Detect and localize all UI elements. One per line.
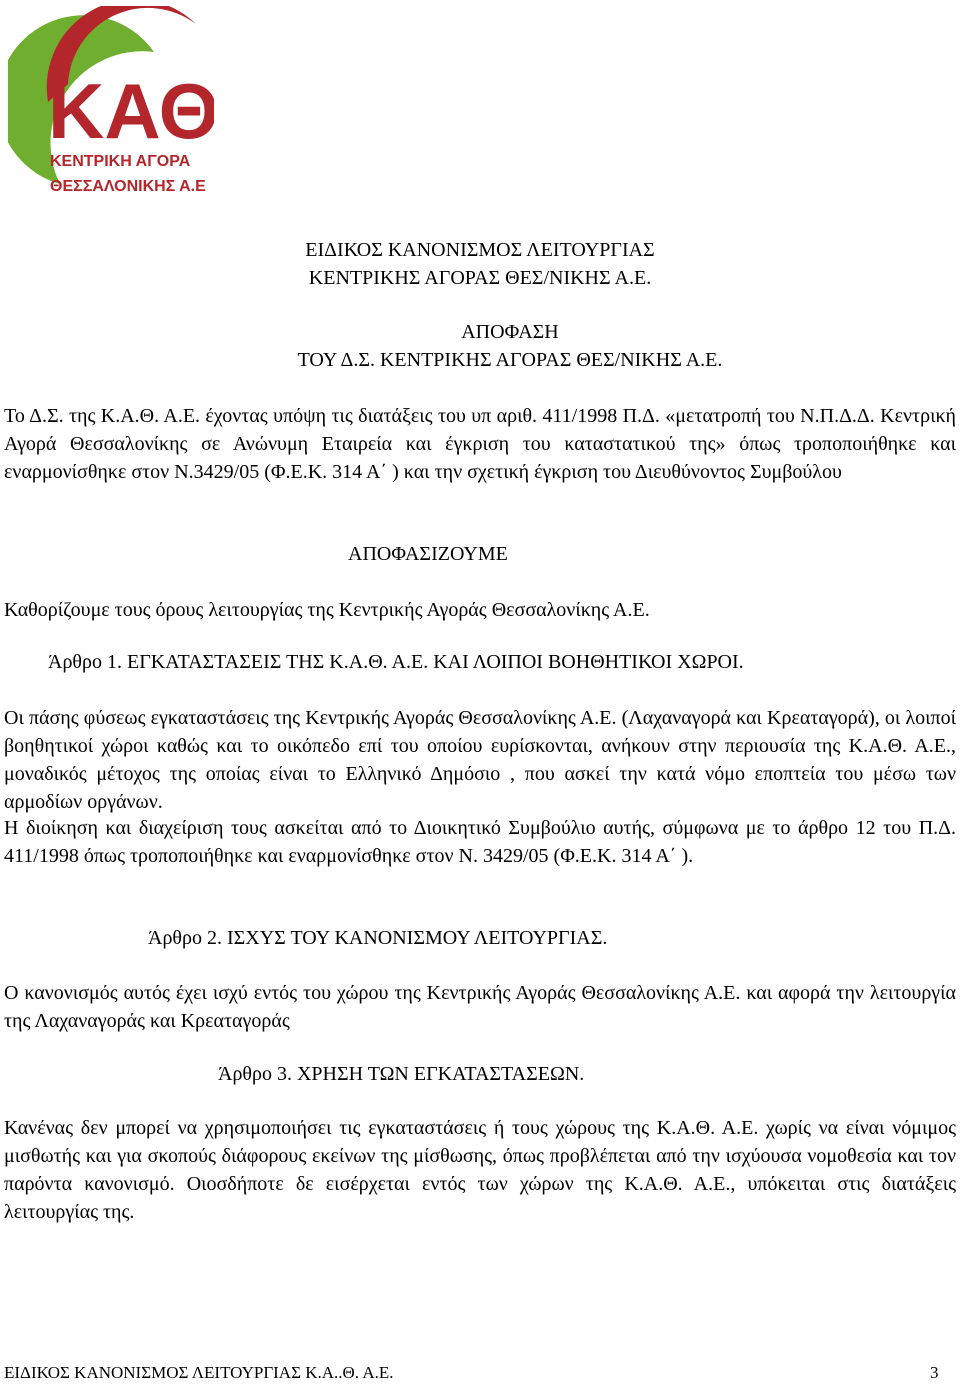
footer-page-number: 3 xyxy=(930,1363,939,1382)
title-line-2: ΚΕΝΤΡΙΚΗΣ ΑΓΟΡΑΣ ΘΕΣ/ΝΙΚΗΣ Α.Ε. xyxy=(308,267,652,289)
logo-text-line1: ΚΕΝΤΡΙΚΗ ΑΓΟΡΑ xyxy=(50,153,191,170)
title-line-1: ΕΙΔΙΚΟΣ ΚΑΝΟΝΙΣΜΟΣ ΛΕΙΤΟΥΡΓΙΑΣ xyxy=(305,239,655,261)
intro-paragraph: Το Δ.Σ. της Κ.Α.Θ. Α.Ε. έχοντας υπόψη τις διατάξεις του υπ αριθ. 411/1998 Π.Δ. «μετατροπή του Ν.Π.Δ.Δ. Κεντρική Αγορά Θεσσαλονίκης σε Ανώνυμη Εταιρεία και έγκριση του καταστατικού της» όπως τροποποιήθηκε και εναρμονίσθηκε στον Ν.3429/05 (Φ.Ε.Κ. 314 Α΄ ) και την σχετική έγκριση του Διευθύνοντος Συμβούλου xyxy=(4,405,956,483)
logo-letters: ΚΑΘ xyxy=(48,67,214,155)
article-2-title: Άρθρο 2. ΙΣΧΥΣ ΤΟΥ ΚΑΝΟΝΙΣΜΟΥ ΛΕΙΤΟΥΡΓΙΑΣ. xyxy=(148,927,608,949)
document-title xyxy=(0,236,960,292)
article-3-paragraph-1: Κανένας δεν μπορεί να χρησιμοποιήσει τις εγκαταστάσεις ή τους χώρους της Κ.Α.Θ. Α.Ε. χωρίς να είναι νόμιμος μισθωτής και για σκοπούς διάφορους εκείνων της μίσθωσης, όπως προβλέπεται από την ισχύουσα νομοθεσία και τον παρόντα κανονισμό. Οιοσδήποτε δε εισέρχεται εντός των χώρων της Κ.Α.Θ. Α.Ε., υπόκειται στις διατάξεις λειτουργίας της. xyxy=(4,1117,956,1223)
decision-line-2: ΤΟΥ Δ.Σ. ΚΕΝΤΡΙΚΗΣ ΑΓΟΡΑΣ ΘΕΣ/ΝΙΚΗΣ Α.Ε. xyxy=(297,349,723,371)
article-1-paragraph-1: Οι πάσης φύσεως εγκαταστάσεις της Κεντρικής Αγοράς Θεσσαλονίκης Α.Ε. (Λαχαναγορά και Κρεαταγορά), οι λοιποί βοηθητικοί χώροι καθώς και το οικόπεδο επί του οποίου ευρίσκονται, ανήκουν στην περιουσία της Κ.Α.Θ. Α.Ε., μοναδικός μέτοχος της οποίας είναι το Ελληνικό Δημόσιο , που ασκεί την κατά νόμο εποπτεία του μέσω των αρμοδίων οργάνων. xyxy=(4,707,956,813)
article-1-title: Άρθρο 1. ΕΓΚΑΤΑΣΤΑΣΕΙΣ ΤΗΣ Κ.Α.Θ. Α.Ε. ΚΑΙ ΛΟΙΠΟΙ ΒΟΗΘΗΤΙΚΟΙ ΧΩΡΟΙ. xyxy=(48,651,744,673)
logo-text-line2: ΘΕΣΣΑΛΟΝΙΚΗΣ Α.Ε xyxy=(50,178,206,195)
decision-line-1: ΑΠΟΦΑΣΗ xyxy=(461,321,559,343)
article-1-paragraph-2: Η διοίκηση και διαχείριση τους ασκείται από το Διοικητικό Συμβούλιο αυτής, σύμφωνα με το άρθρο 12 του Π.Δ. 411/1998 όπως τροποποιήθηκε και εναρμονίσθηκε στον Ν. 3429/05 (Φ.Ε.Κ. 314 Α΄ ). xyxy=(4,817,956,867)
footer-title: ΕΙΔΙΚΟΣ ΚΑΝΟΝΙΣΜΟΣ ΛΕΙΤΟΥΡΓΙΑΣ Κ.Α..Θ. Α.Ε. xyxy=(4,1363,394,1382)
decide-heading: ΑΠΟΦΑΣΙΖΟΥΜΕ xyxy=(348,543,508,565)
decision-heading xyxy=(30,318,960,374)
article-2-paragraph-1: Ο κανονισμός αυτός έχει ισχύ εντός του χώρου της Κεντρικής Αγοράς Θεσσαλονίκης Α.Ε. και αφορά την λειτουργία της Λαχαναγοράς και Κρεαταγοράς xyxy=(4,982,956,1032)
company-logo xyxy=(8,6,214,204)
defines-line: Καθορίζουμε τους όρους λειτουργίας της Κεντρικής Αγοράς Θεσσαλονίκης Α.Ε. xyxy=(4,599,650,621)
article-3-title: Άρθρο 3. ΧΡΗΣΗ ΤΩΝ ΕΓΚΑΤΑΣΤΑΣΕΩΝ. xyxy=(218,1063,585,1085)
